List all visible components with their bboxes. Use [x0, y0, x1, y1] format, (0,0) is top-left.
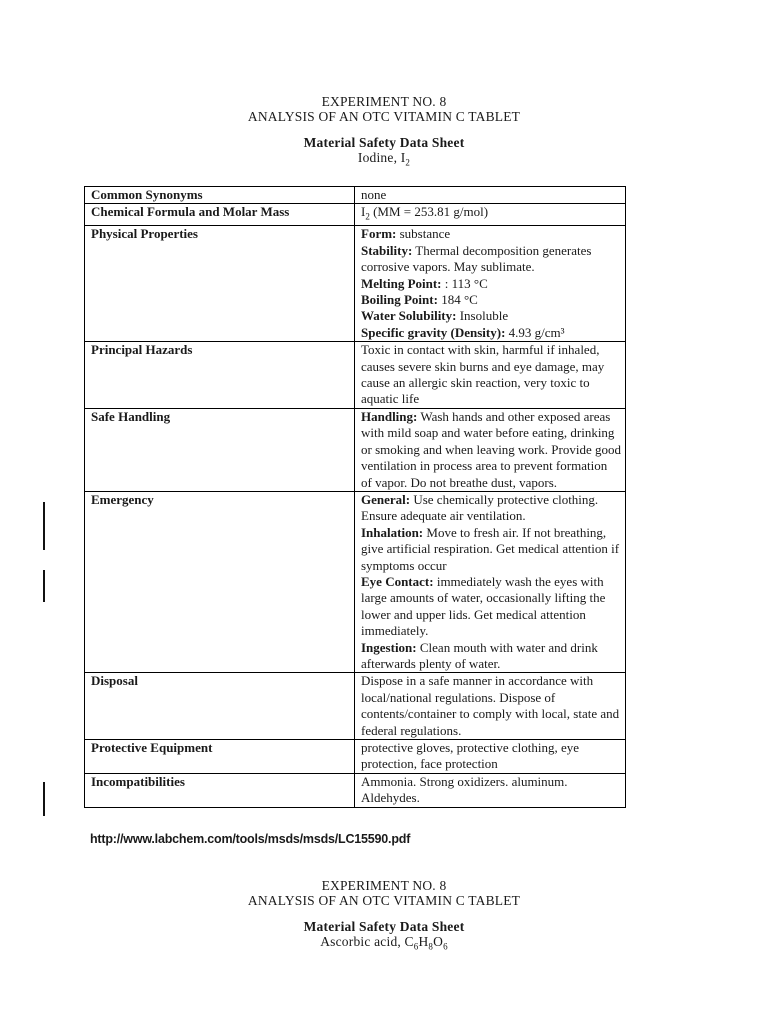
- row-value-disposal: Dispose in a safe manner in accordance with local/national regulations. Dispose of contents/container to comply with local, state and federal regulations.: [355, 673, 626, 740]
- row-value-handling: Handling: Wash hands and other exposed areas with mild soap and water before eating, drinking or smoking and when leaving work. Provide good ventilation in process area to prevent formation of vapor. Do not breathe dust, vapors.: [355, 408, 626, 491]
- table-row: [85, 408, 626, 491]
- row-value-formula: $I_2$ (MM = 253.81 g/mol): [355, 204, 626, 226]
- row-key-formula: Chemical Formula and Molar Mass: [85, 204, 355, 226]
- row-key-protective: Protective Equipment: [85, 740, 355, 774]
- margin-change-bar: [43, 782, 45, 816]
- row-value-protective: protective gloves, protective clothing, eye protection, face protection: [355, 740, 626, 774]
- row-key-emergency: Emergency: [85, 491, 355, 672]
- row-value-emergency: General: Use chemically protective clothing. Ensure adequate air ventilation. Inhalation: Move to fresh air. If not breathing, give artificial respiration. Get medical attention if symptoms occur Eye Contact: immediately wash the eyes with large amounts of water, occasionally lifting the lower and upper lids. Get medical attention immediately. Ingestion: Clean mouth with water and drink afterwards plenty of water.: [355, 491, 626, 672]
- experiment-analysis-title: ANALYSIS OF AN OTC VITAMIN C TABLET: [247, 109, 521, 124]
- table-row: [85, 342, 626, 409]
- margin-change-bar: [43, 570, 45, 602]
- msds-title: Material Safety Data Sheet: [303, 919, 465, 934]
- row-key-handling: Safe Handling: [85, 408, 355, 491]
- top-header: [0, 94, 768, 171]
- experiment-number: EXPERIMENT NO. 8: [321, 878, 447, 893]
- msds-table: [84, 186, 626, 808]
- table-row: [85, 740, 626, 774]
- row-key-disposal: Disposal: [85, 673, 355, 740]
- row-value-incompatibilities: Ammonia. Strong oxidizers. aluminum. Aldehydes.: [355, 773, 626, 807]
- table-row: [85, 773, 626, 807]
- row-value-synonyms: none: [355, 187, 626, 204]
- table-row: [85, 226, 626, 342]
- experiment-analysis-title: ANALYSIS OF AN OTC VITAMIN C TABLET: [247, 893, 521, 908]
- experiment-number: EXPERIMENT NO. 8: [321, 94, 447, 109]
- bottom-header: [0, 878, 768, 955]
- substance-name: Ascorbic acid, $C_6H_8O_6$: [320, 934, 448, 952]
- row-key-hazards: Principal Hazards: [85, 342, 355, 409]
- row-key-physical: Physical Properties: [85, 226, 355, 342]
- row-value-physical: Form: substance Stability: Thermal decomposition generates corrosive vapors. May sublimate. Melting Point: : 113 °C Boiling Point: 184 °C Water Solubility: Insoluble Specific gravity (Density): 4.93 g/cm³: [355, 226, 626, 342]
- row-key-synonyms: Common Synonyms: [85, 187, 355, 204]
- table-row: [85, 204, 626, 226]
- row-value-hazards: Toxic in contact with skin, harmful if inhaled, causes severe skin burns and eye damage, may cause an allergic skin reaction, very toxic to aquatic life: [355, 342, 626, 409]
- table-row: [85, 491, 626, 672]
- substance-name: Iodine, $I_2$: [357, 150, 411, 168]
- table-row: [85, 673, 626, 740]
- source-link[interactable]: http://www.labchem.com/tools/msds/msds/LC15590.pdf: [90, 832, 411, 846]
- margin-change-bar: [43, 502, 45, 550]
- msds-title: Material Safety Data Sheet: [303, 135, 465, 150]
- row-key-incompatibilities: Incompatibilities: [85, 773, 355, 807]
- table-row: [85, 187, 626, 204]
